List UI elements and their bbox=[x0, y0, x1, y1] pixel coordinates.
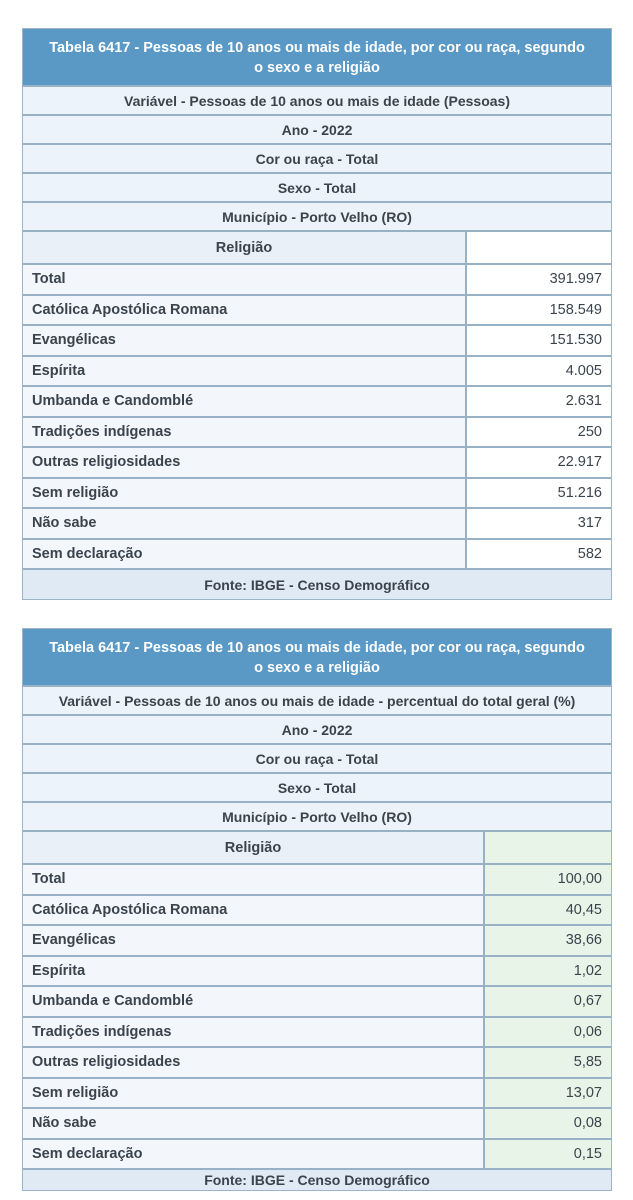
table-title: Tabela 6417 - Pessoas de 10 anos ou mais de idade, por cor ou raça, segundo o sexo e a religião bbox=[23, 629, 611, 685]
value-cell: 391.997 bbox=[467, 265, 611, 294]
info-row: Variável - Pessoas de 10 anos ou mais de idade (Pessoas) bbox=[23, 85, 611, 114]
value-cell: 0,67 bbox=[485, 987, 611, 1016]
table-title: Tabela 6417 - Pessoas de 10 anos ou mais de idade, por cor ou raça, segundo o sexo e a religião bbox=[23, 29, 611, 85]
religion-label: Umbanda e Candomblé bbox=[23, 387, 467, 416]
table-row bbox=[23, 538, 611, 569]
religion-label: Umbanda e Candomblé bbox=[23, 987, 485, 1016]
table-row bbox=[23, 385, 611, 416]
value-column-header bbox=[485, 832, 611, 863]
info-row: Ano - 2022 bbox=[23, 114, 611, 143]
stats-table bbox=[22, 628, 612, 1191]
table-row bbox=[23, 1138, 611, 1169]
value-cell: 40,45 bbox=[485, 896, 611, 925]
religion-label: Católica Apostólica Romana bbox=[23, 296, 467, 325]
table-row bbox=[23, 985, 611, 1016]
table-row bbox=[23, 263, 611, 294]
value-cell: 22.917 bbox=[467, 448, 611, 477]
religion-label: Católica Apostólica Romana bbox=[23, 896, 485, 925]
info-row: Sexo - Total bbox=[23, 772, 611, 801]
religion-column-header: Religião bbox=[23, 832, 485, 863]
info-rows bbox=[23, 685, 611, 830]
data-rows bbox=[23, 263, 611, 568]
info-row: Ano - 2022 bbox=[23, 714, 611, 743]
table-row bbox=[23, 507, 611, 538]
religion-label: Total bbox=[23, 265, 467, 294]
table-row bbox=[23, 1016, 611, 1047]
value-column-header bbox=[467, 232, 611, 263]
religion-label: Evangélicas bbox=[23, 926, 485, 955]
value-cell: 4.005 bbox=[467, 357, 611, 386]
religion-label: Total bbox=[23, 865, 485, 894]
table-row bbox=[23, 1107, 611, 1138]
value-cell: 100,00 bbox=[485, 865, 611, 894]
table-row bbox=[23, 955, 611, 986]
religion-label: Outras religiosidades bbox=[23, 1048, 485, 1077]
religion-label: Sem religião bbox=[23, 479, 467, 508]
info-rows bbox=[23, 85, 611, 230]
info-row: Município - Porto Velho (RO) bbox=[23, 201, 611, 230]
religion-label: Tradições indígenas bbox=[23, 418, 467, 447]
table-row bbox=[23, 924, 611, 955]
value-cell: 0,06 bbox=[485, 1018, 611, 1047]
value-cell: 151.530 bbox=[467, 326, 611, 355]
value-cell: 38,66 bbox=[485, 926, 611, 955]
table-row bbox=[23, 294, 611, 325]
table-row bbox=[23, 477, 611, 508]
religion-label: Outras religiosidades bbox=[23, 448, 467, 477]
religion-label: Evangélicas bbox=[23, 326, 467, 355]
table-row bbox=[23, 863, 611, 894]
info-row: Sexo - Total bbox=[23, 172, 611, 201]
table-footer: Fonte: IBGE - Censo Demográfico bbox=[23, 1168, 611, 1190]
value-cell: 0,15 bbox=[485, 1140, 611, 1169]
column-header-row bbox=[23, 830, 611, 863]
value-cell: 250 bbox=[467, 418, 611, 447]
column-header-row bbox=[23, 230, 611, 263]
table-row bbox=[23, 446, 611, 477]
value-cell: 2.631 bbox=[467, 387, 611, 416]
table-row bbox=[23, 1046, 611, 1077]
religion-label: Espírita bbox=[23, 357, 467, 386]
religion-label: Sem declaração bbox=[23, 540, 467, 569]
info-row: Variável - Pessoas de 10 anos ou mais de idade - percentual do total geral (%) bbox=[23, 685, 611, 714]
religion-label: Não sabe bbox=[23, 1109, 485, 1138]
value-cell: 158.549 bbox=[467, 296, 611, 325]
religion-column-header: Religião bbox=[23, 232, 467, 263]
value-cell: 0,08 bbox=[485, 1109, 611, 1138]
religion-label: Não sabe bbox=[23, 509, 467, 538]
data-rows bbox=[23, 863, 611, 1168]
table-row bbox=[23, 894, 611, 925]
table-row bbox=[23, 1077, 611, 1108]
religion-label: Espírita bbox=[23, 957, 485, 986]
table-row bbox=[23, 355, 611, 386]
religion-label: Sem religião bbox=[23, 1079, 485, 1108]
info-row: Município - Porto Velho (RO) bbox=[23, 801, 611, 830]
info-row: Cor ou raça - Total bbox=[23, 143, 611, 172]
value-cell: 582 bbox=[467, 540, 611, 569]
info-row: Cor ou raça - Total bbox=[23, 743, 611, 772]
value-cell: 13,07 bbox=[485, 1079, 611, 1108]
religion-label: Tradições indígenas bbox=[23, 1018, 485, 1047]
table-row bbox=[23, 416, 611, 447]
value-cell: 51.216 bbox=[467, 479, 611, 508]
table-row bbox=[23, 324, 611, 355]
value-cell: 5,85 bbox=[485, 1048, 611, 1077]
stats-table bbox=[22, 28, 612, 600]
table-footer: Fonte: IBGE - Censo Demográfico bbox=[23, 568, 611, 599]
religion-label: Sem declaração bbox=[23, 1140, 485, 1169]
value-cell: 317 bbox=[467, 509, 611, 538]
value-cell: 1,02 bbox=[485, 957, 611, 986]
